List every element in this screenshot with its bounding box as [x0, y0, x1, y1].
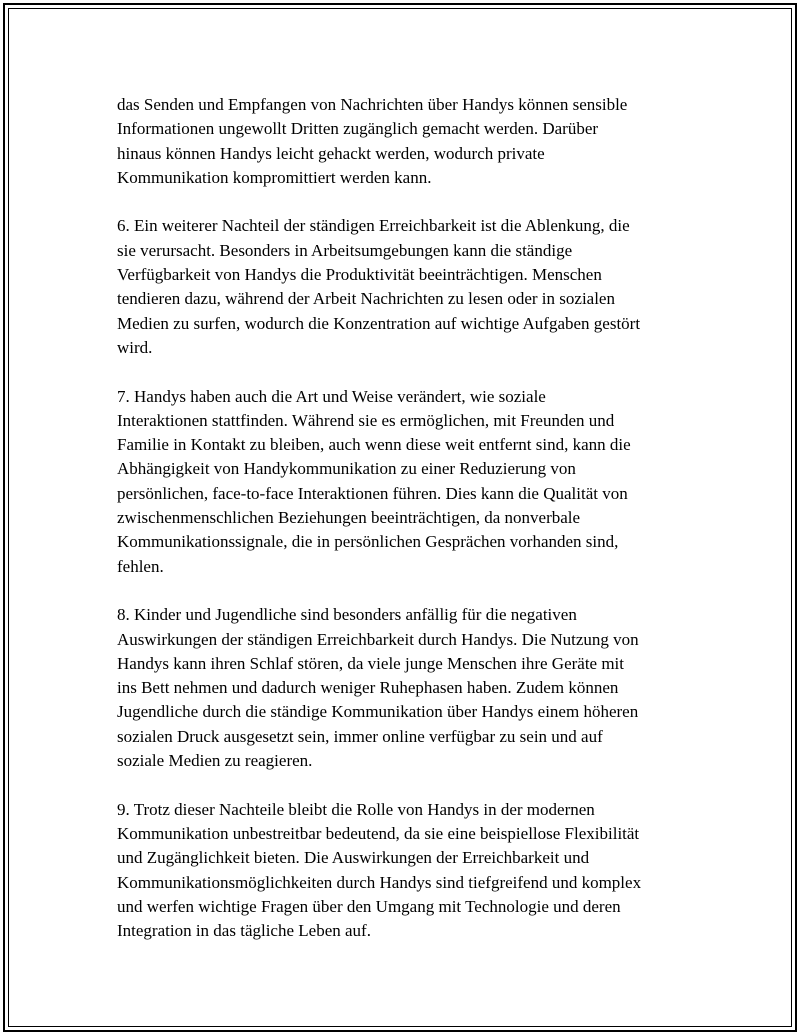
document-body: [117, 93, 697, 943]
text-line: ins Bett nehmen und dadurch weniger Ruhephasen haben. Zudem können: [117, 678, 619, 698]
paragraph-continuation: [117, 93, 697, 190]
text-line: Handys kann ihren Schlaf stören, da viele junge Menschen ihre Geräte mit: [117, 653, 625, 673]
text-line: zwischenmenschlichen Beziehungen beeinträchtigen, da nonverbale: [117, 508, 581, 528]
text-line: 8. Kinder und Jugendliche sind besonders anfällig für die negativen: [117, 605, 577, 625]
text-line: fehlen.: [117, 556, 164, 576]
text-line: Verfügbarkeit von Handys die Produktivität beeinträchtigen. Menschen: [117, 265, 602, 285]
text-line: sie verursacht. Besonders in Arbeitsumgebungen kann die ständige: [117, 240, 573, 260]
text-line: Familie in Kontakt zu bleiben, auch wenn diese weit entfernt sind, kann die: [117, 435, 631, 455]
text-line: Abhängigkeit von Handykommunikation zu einer Reduzierung von: [117, 459, 576, 479]
text-line: persönlichen, face-to-face Interaktionen führen. Dies kann die Qualität von: [117, 483, 628, 503]
text-line: 6. Ein weiterer Nachteil der ständigen Erreichbarkeit ist die Ablenkung, die: [117, 216, 630, 236]
text-line: Kommunikationssignale, die in persönlichen Gesprächen vorhanden sind,: [117, 532, 619, 552]
paragraph-item-9: [117, 798, 697, 944]
paragraph-item-6: [117, 214, 697, 360]
text-line: und werfen wichtige Fragen über den Umgang mit Technologie und deren: [117, 896, 621, 916]
text-line: Informationen ungewollt Dritten zugänglich gemacht werden. Darüber: [117, 119, 599, 139]
text-line: Kommunikation unbestreitbar bedeutend, da sie eine beispiellose Flexibilität: [117, 823, 640, 843]
text-line: sozialen Druck ausgesetzt sein, immer online verfügbar zu sein und auf: [117, 726, 603, 746]
text-line: Medien zu surfen, wodurch die Konzentration auf wichtige Aufgaben gestört: [117, 313, 641, 333]
text-line: Auswirkungen der ständigen Erreichbarkeit durch Handys. Die Nutzung von: [117, 629, 639, 649]
text-line: Kommunikationsmöglichkeiten durch Handys sind tiefgreifend und komplex: [117, 872, 642, 892]
text-line: 7. Handys haben auch die Art und Weise verändert, wie soziale: [117, 386, 546, 406]
text-line: Integration in das tägliche Leben auf.: [117, 921, 371, 941]
text-line: soziale Medien zu reagieren.: [117, 751, 313, 771]
text-line: Jugendliche durch die ständige Kommunikation über Handys einem höheren: [117, 702, 639, 722]
text-line: Kommunikation kompromittiert werden kann.: [117, 167, 432, 187]
text-line: und Zugänglichkeit bieten. Die Auswirkungen der Erreichbarkeit und: [117, 848, 590, 868]
paragraph-item-8: [117, 603, 697, 773]
paragraph-item-7: [117, 385, 697, 579]
text-line: Interaktionen stattfinden. Während sie es ermöglichen, mit Freunden und: [117, 410, 615, 430]
text-line: das Senden und Empfangen von Nachrichten über Handys können sensible: [117, 95, 628, 114]
text-line: wird.: [117, 337, 153, 357]
text-line: 9. Trotz dieser Nachteile bleibt die Rolle von Handys in der modernen: [117, 799, 595, 819]
text-line: tendieren dazu, während der Arbeit Nachrichten zu lesen oder in sozialen: [117, 289, 615, 309]
text-line: hinaus können Handys leicht gehackt werden, wodurch private: [117, 143, 545, 163]
